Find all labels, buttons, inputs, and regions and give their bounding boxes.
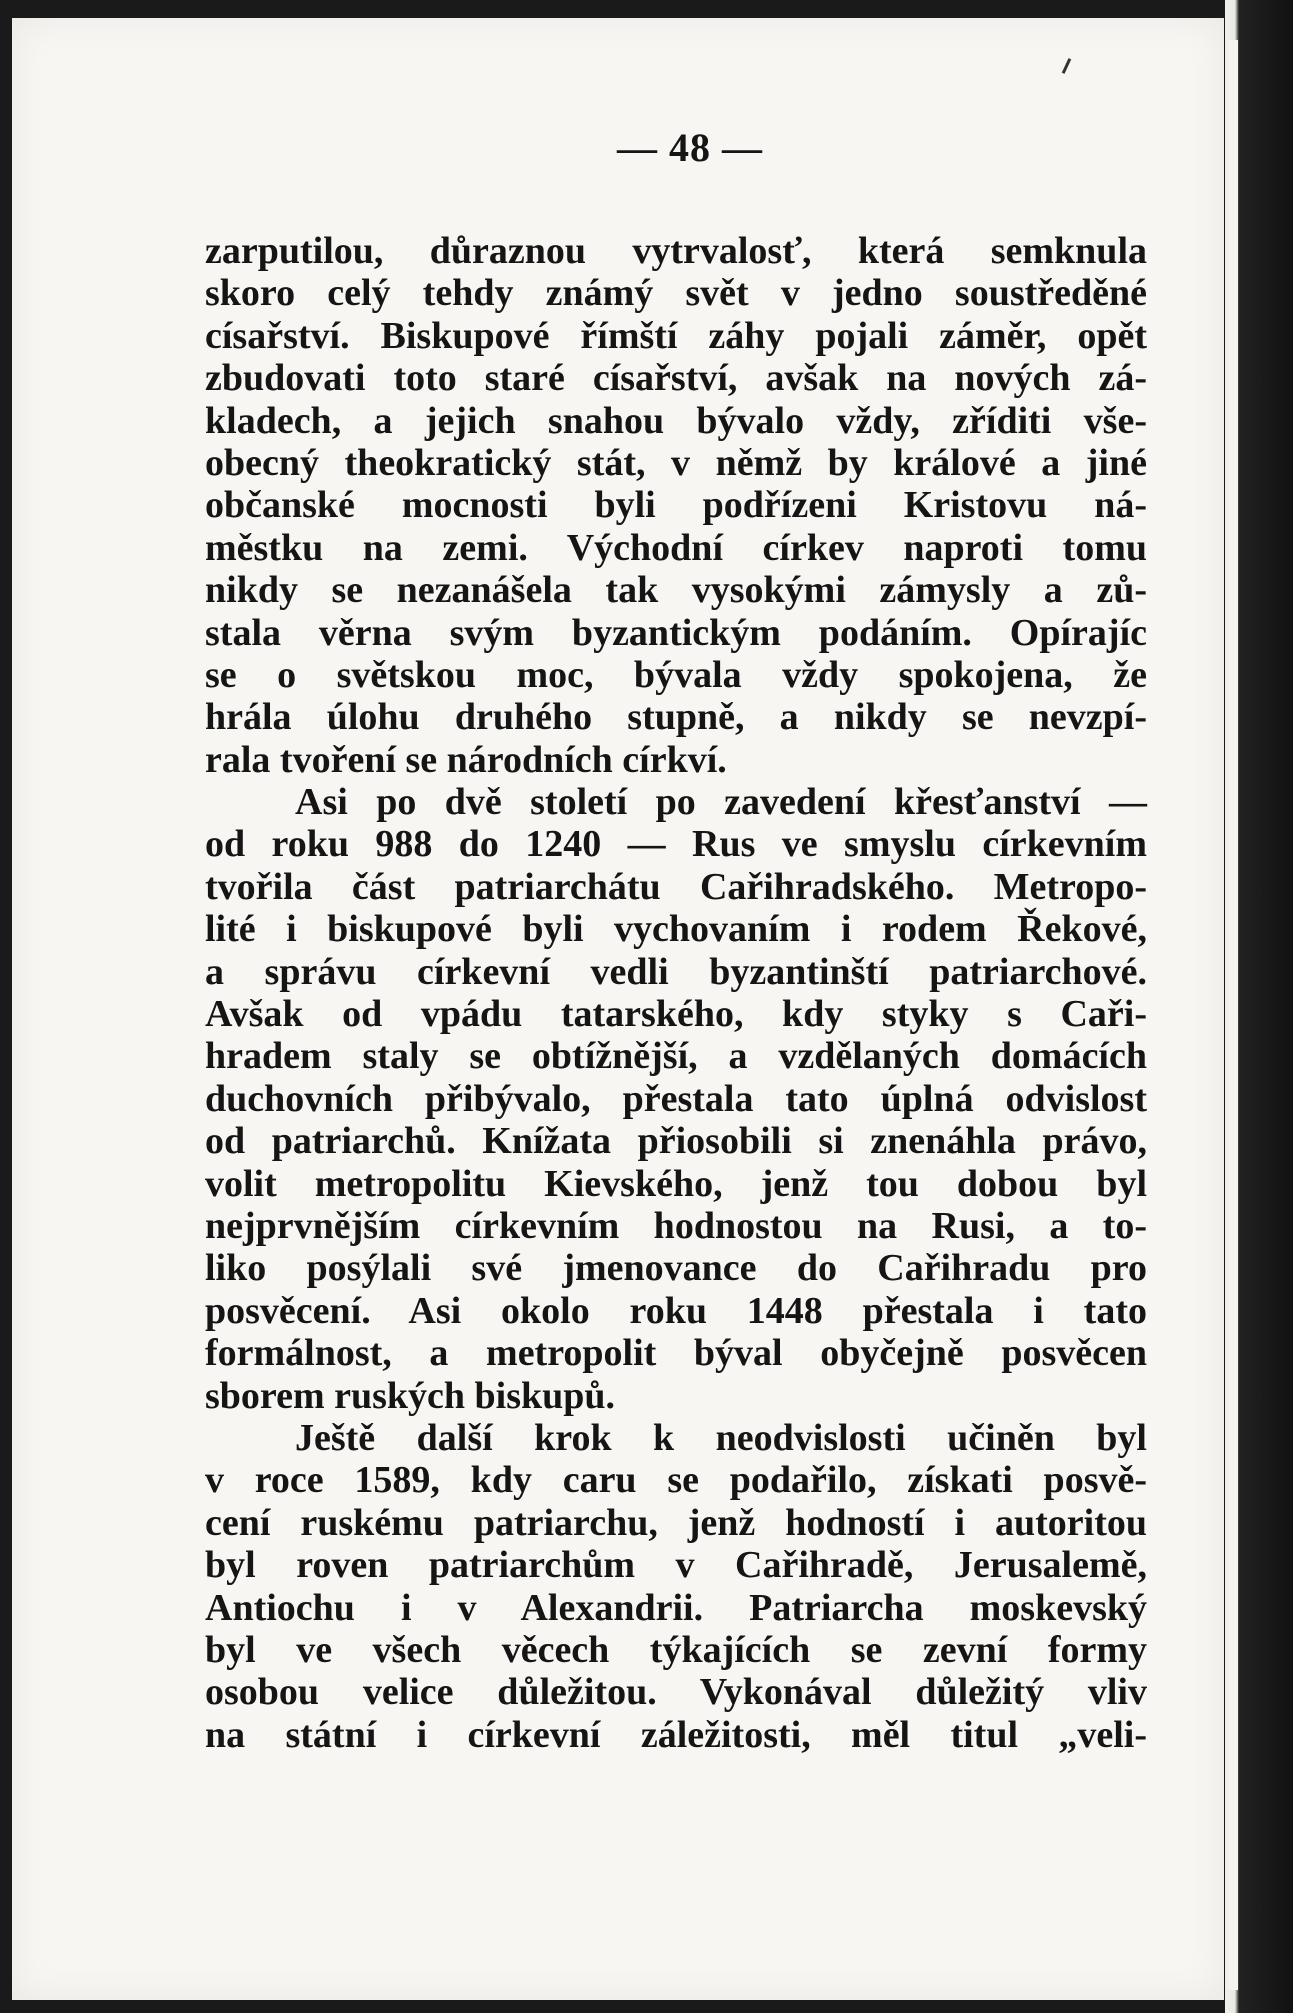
text-line: od roku 988 do 1240 — Rus ve smyslu církevním bbox=[205, 823, 1147, 866]
text-line: osobou velice důležitou. Vykonával důležitý vliv bbox=[205, 1671, 1147, 1714]
text-line: posvěcení. Asi okolo roku 1448 přestala i tato bbox=[205, 1289, 1147, 1332]
text-line: hradem staly se obtížnější, a vzdělaných domácích bbox=[205, 1035, 1147, 1078]
text-line: liko posýlali své jmenovance do Cařihradu pro bbox=[205, 1247, 1147, 1290]
text-line: Avšak od vpádu tatarského, kdy styky s Caři- bbox=[205, 993, 1147, 1036]
text-line: v roce 1589, kdy caru se podařilo, získati posvě- bbox=[205, 1459, 1147, 1502]
text-line: formálnost, a metropolit býval obyčejně posvěcen bbox=[205, 1332, 1147, 1375]
text-line: zarputilou, důraznou vytrvalosť, která semknula bbox=[205, 230, 1147, 272]
text-line: nejprvnějším církevním hodnostou na Rusi, a to- bbox=[205, 1204, 1147, 1247]
text-line: Asi po dvě století po zavedení křesťanství — bbox=[295, 781, 1147, 824]
text-line: Ještě další krok k neodvislosti učiněn byl bbox=[295, 1416, 1147, 1459]
page-number: — 48 — bbox=[617, 125, 763, 170]
text-line: hrála úlohu druhého stupně, a nikdy se nevzpí- bbox=[205, 696, 1147, 739]
text-line: a správu církevní vedli byzantinští patriarchové. bbox=[205, 950, 1147, 993]
text-line: cení ruskému patriarchu, jenž hodností i autoritou bbox=[205, 1501, 1147, 1544]
text-line: na státní i církevní záležitosti, měl titul „veli- bbox=[205, 1713, 1147, 1756]
text-line: duchovních přibývalo, přestala tato úplná odvislost bbox=[205, 1077, 1147, 1120]
text-line: lité i biskupové byli vychovaním i rodem Řekové, bbox=[205, 908, 1147, 951]
body-text bbox=[205, 230, 1147, 1756]
text-line: volit metropolitu Kievského, jenž tou dobou byl bbox=[205, 1162, 1147, 1205]
text-line: Antiochu i v Alexandrii. Patriarcha moskevský bbox=[205, 1586, 1147, 1629]
text-line: se o světskou moc, bývala vždy spokojena, že bbox=[205, 653, 1147, 696]
text-line: byl roven patriarchům v Cařihradě, Jerusalemě, bbox=[205, 1544, 1147, 1587]
text-line: císařství. Biskupové římští záhy pojali záměr, opět bbox=[205, 314, 1147, 357]
text-line: obecný theokratický stát, v němž by králové a jiné bbox=[205, 441, 1147, 484]
page-edge bbox=[1228, 40, 1238, 1990]
text-line: městku na zemi. Východní církev naproti tomu bbox=[205, 526, 1147, 569]
text-line: zbudovati toto staré císařství, avšak na nových zá- bbox=[205, 357, 1147, 400]
text-line: sborem ruských biskupů. bbox=[205, 1374, 616, 1417]
text-line: tvořila část patriarchátu Cařihradského. Metropo- bbox=[205, 865, 1147, 908]
text-line: stala věrna svým byzantickým podáním. Opírajíc bbox=[205, 611, 1147, 654]
text-line: rala tvoření se národních církví. bbox=[205, 738, 727, 781]
text-line: nikdy se nezanášela tak vysokými zámysly a zů- bbox=[205, 569, 1147, 612]
text-line: od patriarchů. Knížata přiosobili si znenáhla právo, bbox=[205, 1120, 1147, 1163]
text-line: kladech, a jejich snahou bývalo vždy, zříditi vše- bbox=[205, 399, 1147, 442]
text-line: občanské mocnosti byli podřízeni Kristovu ná- bbox=[205, 484, 1147, 527]
text-line: byl ve všech věcech týkajících se zevní formy bbox=[205, 1628, 1147, 1671]
text-line: skoro celý tehdy známý svět v jedno soustředěné bbox=[205, 272, 1147, 315]
